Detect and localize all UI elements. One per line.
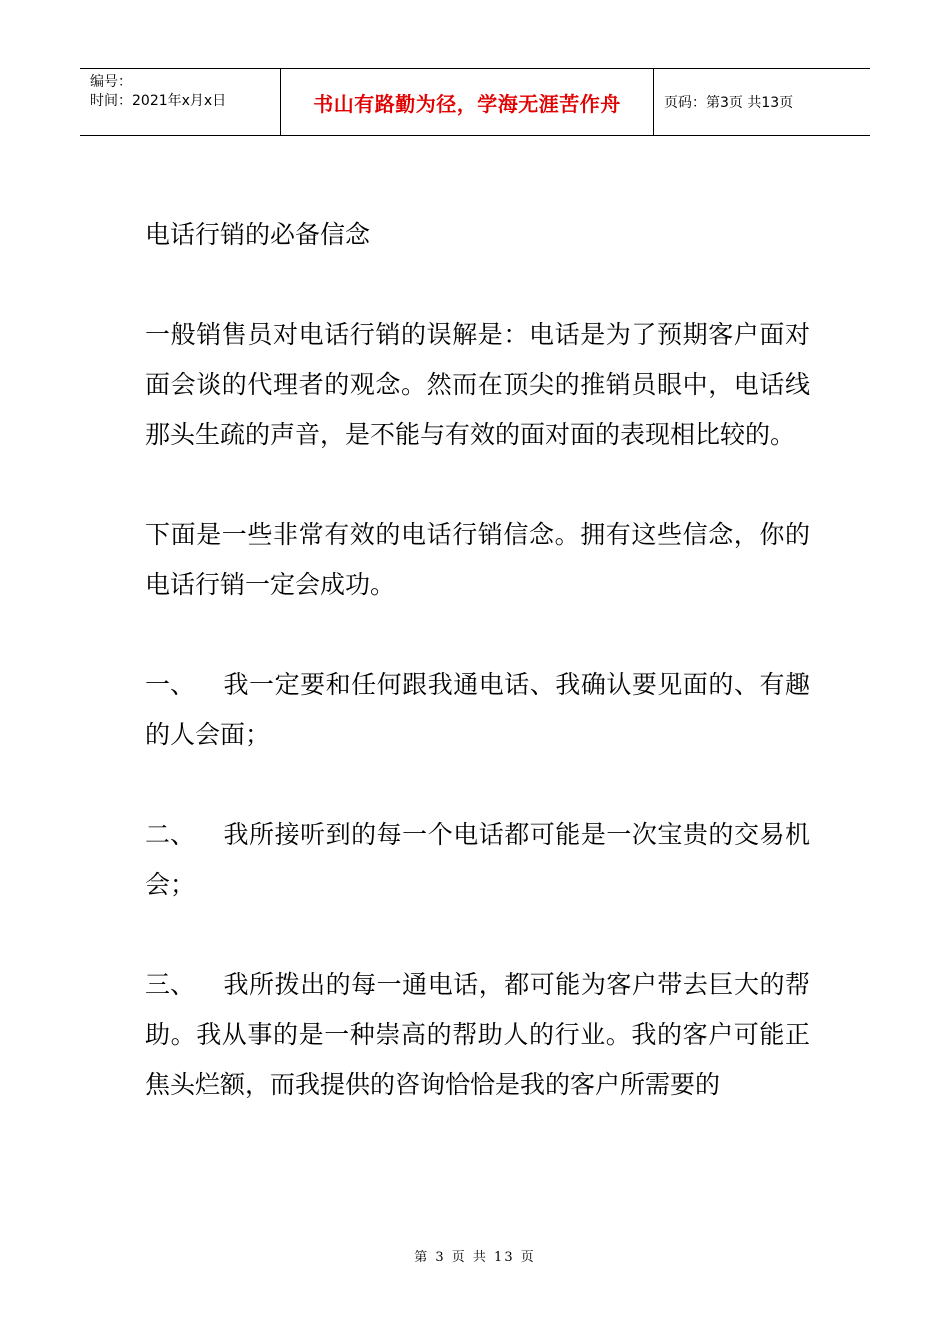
list-item (145, 810, 810, 910)
doc-number-label: 编号： (90, 74, 132, 90)
list-item (145, 660, 810, 760)
list-item-number: 三、 (145, 970, 196, 999)
header-meta (80, 69, 281, 135)
document-title: 电话行销的必备信念 (145, 220, 371, 249)
paragraph: 下面是一些非常有效的电话行销信念。拥有这些信念，你的电话行销一定会成功。 (145, 520, 810, 599)
page-header (80, 68, 870, 136)
list-item (145, 960, 810, 1110)
list-item-text: 我一定要和任何跟我通电话、我确认要见面的、有趣的人会面； (145, 670, 810, 749)
document-body (145, 210, 810, 1160)
doc-time-label: 时间：2021年x月x日 (90, 93, 227, 109)
list-item-text: 我所接听到的每一个电话都可能是一次宝贵的交易机会； (145, 820, 810, 899)
header-motto: 书山有路勤为径，学海无涯苦作舟 (281, 69, 654, 135)
list-item-number: 二、 (145, 820, 196, 849)
paragraph: 一般销售员对电话行销的误解是：电话是为了预期客户面对面会谈的代理者的观念。然而在顶尖的推销员眼中，电话线那头生疏的声音，是不能与有效的面对面的表现相比较的。 (145, 320, 810, 449)
header-page-info: 页码：第3页 共13页 (664, 95, 794, 111)
page-footer: 第 3 页 共 13 页 (414, 1250, 536, 1265)
list-item-number: 一、 (145, 670, 196, 699)
list-item-text: 我所拨出的每一通电话，都可能为客户带去巨大的帮助。我从事的是一种崇高的帮助人的行业。我的客户可能正焦头烂额，而我提供的咨询恰恰是我的客户所需要的 (145, 970, 810, 1099)
